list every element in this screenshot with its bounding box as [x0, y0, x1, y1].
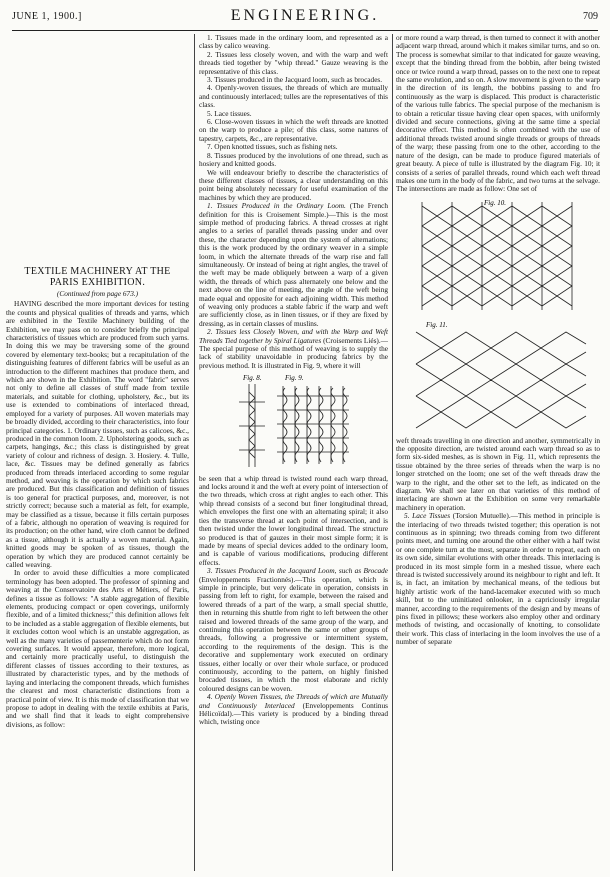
fig9-label: Fig. 9.: [285, 374, 304, 383]
column-1: [6, 34, 189, 871]
paragraph-text: (Torsion Mutuelle).—This method in principle is the interlacing of two threads twisted together; this operation is not continuous as in spinning; two threads coming from two different points meet, and turning one around the other either with a half twist or one complete turn at the most, separate in order to repeat, each on its own side, similar evolutions with other threads. This interlacing is produced in its most simple form in a meshed tissue, where each thread is twisted successively around its neighbour to right and left. It is, in fact, an imitation by mechanical means, of the tedious but highly artistic work of the hand-lacemaker executed with so much skill, but to the uninitiated onlooker, in a capriciously irregular manner, according to the requirements of the design and by means of pins fixed in pillows; these workers also employ other and ordinary methods of twisting, and occasionally of knotting, to consolidate their work. This class of interlacing in the loom involves the use of a number of separate: [396, 511, 600, 647]
figure-11-diagram: [396, 318, 600, 432]
journal-title: ENGINEERING.: [230, 7, 380, 24]
list-item: 2. Tissues less closely woven, and with the warp and weft threads tied together by "whip thread." Gauze weaving is the representative of this class.: [199, 49, 388, 76]
list-item: 8. Tissues produced by the involutions of one thread, such as hosiery and knitted goods.: [199, 150, 388, 169]
paragraph: [396, 512, 600, 647]
paragraph: [199, 693, 388, 727]
list-item: 3. Tissues produced in the Jacquard loom, such as brocades.: [207, 75, 383, 85]
paragraph-text: (Enveloppements Continus Hélicoïdal).—This variety is produced by a binding thread which, twisting once: [199, 700, 388, 727]
fig8-label: Fig. 8.: [243, 374, 262, 383]
lead-word: HAVING: [14, 299, 42, 309]
paragraph: [199, 567, 388, 693]
issue-date: JUNE 1, 1900.]: [12, 11, 82, 22]
section-heading: 3. Tissues Produced in the Jacquard Loom, such as Brocade: [207, 566, 388, 576]
section-heading: 1. Tissues Produced in the Ordinary Loom.: [207, 201, 346, 211]
paragraph-text: (The French definition for this is Croisement Simple.)—This is the most simple method of producing fabrics. A thread crosses at right angles to a series of parallel threads passing under and over these, the character depending upon the system of alternations; this is the work produced by the ordinary weaver in a simple loom, in which the alternate threads of the warp rise and fall simultaneously. Or instead of being at right angles, the travel of the weft may be made obliquely between a warp of a given width, the threads of which pass alternately one below and the next above on the line of meeting, the angle of the weft being made equal and opposite for each adjoining width. This method of weaving only produces a stable fabric if the warp and weft are sufficiently close, as in linen tissues, or if they are fixed by dressing, as in certain classes of muslins.: [199, 201, 388, 328]
paragraph: [199, 202, 388, 328]
article-title-line: TEXTILE MACHINERY AT THE: [24, 266, 171, 277]
paragraph: weft threads travelling in one direction and another, symmetrically in the opposite direction, are twisted around each warp thread so as to form six-sided meshes, as is shown in Fig. 11, which represents the tissue obtained by the three series of threads when the warp is no longer stretched on the loom; one set of the weft threads draw the warp to the right, and the other set to the left, as indicated on the diagram. We shall see later on that varieties of this method of interlacing are shown at the Exhibition on some very remarkable machinery in operation.: [396, 435, 600, 512]
section-heading: 2. Tissues less Closely Woven, and with the Warp and Weft Threads Tied together by Spiral Ligatures: [199, 327, 388, 345]
fig8-drawing: [239, 384, 265, 467]
section-heading: 5. Lace Tissues: [404, 511, 451, 521]
paragraph: In order to avoid these difficulties a more complicated terminology has been adopted. The professor of spinning and weaving at the Conservatoire des Arts et Métiers, of Paris, defines a tissue as follows: "A stable aggregation of flexible elements, producing compact or open coverings, uniformly flexible, and of a limited thickness;" this definition allows felt to be included as a stable aggregation of flexible elements, but it excludes cotton wool which is an unstable aggregation, as well as the many varieties of passementerie which do not form covering surfaces. It would appear, therefore, more logical, and certainly more practically useful, to distinguish the different classes of tissues according to their textures, as illustrated by characteristic types, and by the methods of laying and interlacing the component threads, which furnishes the clearest and most characteristic distinctions from a practical point of view. It is this mode of classification that we propose to adopt in dealing with the textile exhibits at Paris, and we shall find that it leads to eight comprehensive divisions, as follow:: [6, 568, 189, 729]
paragraph: [199, 328, 388, 370]
article-continued: (Continued from page 673.): [56, 289, 139, 298]
figure-10-diagram: [396, 196, 600, 314]
figure-8-9-diagram: [199, 372, 388, 470]
list-item: 4. Openly-woven tissues, the threads of which are mutually and continuously interlaced; tulles are the representatives of this class.: [199, 83, 388, 110]
list-item: 7. Open knotted tissues, such as fishing nets.: [207, 142, 338, 152]
paragraph-text: described the more important devices for testing the counts and physical qualities of threads and yarns, which are exhibited in the Textile Machinery building of the Exhibition, we may pass on to consider briefly the principal characteristics of tissues which are produced from such yarns. In doing this we may be traversing some of the ground covered by elementary text-books; but a recapitulation of the distinguishing features of different fabrics will be useful as an introduction to the different machines that produce them, and which are shown in the Exhibition. The word "fabric" serves not only to define all classes of stuff made from textile materials, and suitable for clothing, upholstery, &c., but its use is extended to combinations of interlaced thread, employed for a variety of purposes. All woven materials may be broadly divided, according to their characteristics, into four principal categories. 1. Ordinary tissues, such as calicoes, &c., produced in the common loom. 2. Upholstering goods, such as carpets, hangings, &c.; this class is distinguished by great variety of colour and richness of design. 3. Hosiery. 4. Tulle, lace, &c. Tissues may be defined generally as fabrics produced from threads interlaced according to some regular method, and weaving is the operation by which such fabrics are produced. But this classification and definition of tissues is too general for practical purposes, and, moreover, is not strictly correct; because such a material as felt, for example, may be classified as a tissue, because it fills certain purposes of a fabric, although no operation of weaving is required for its production; on the other hand, wire cloth cannot be defined as a tissue, although it is actually a woven material. Again, knitted goods may be spoken of as tissues, though the operation by which they are produced cannot certainly be called weaving.: [6, 299, 189, 569]
column-2: [199, 34, 388, 871]
page-header: [12, 4, 598, 31]
fig11-label: Fig. 11.: [426, 321, 448, 330]
paragraph: be seen that a whip thread is twisted round each warp thread, and locks around it and the weft at every point of intersection of the two threads, which cross at right angles to each other. This whip thread consists of a second but finer longitudinal thread, which envelopes the first one with an alternating spiral; it also ties the transverse thread at each point of intersection, and is then twisted under the lower longitudinal thread. The structure so produced is that of gauzes in their most simple form; it is made by means of special devices added to the ordinary loom, and is capable of various modifications, producing different effects.: [199, 473, 388, 567]
fig9-drawing: [277, 386, 349, 464]
list-item: 6. Close-woven tissues in which the weft threads are knotted on the warp to produce a pile; of this class, some natures of tapestry, carpets, &c., are representative.: [199, 117, 388, 143]
mesh-drawing: [416, 332, 586, 428]
column-rule: [392, 34, 393, 871]
article-title-line: PARIS EXHIBITION.: [49, 277, 146, 288]
list-item: 5. Lace tissues.: [207, 108, 252, 118]
figure-10: [396, 196, 600, 316]
paragraph: [6, 300, 189, 569]
figure-8-9: [199, 372, 388, 472]
tulle-drawing: [422, 202, 572, 310]
list-item: 1. Tissues made in the ordinary loom, and represented as a class by calico weaving.: [199, 34, 388, 51]
paragraph: We will endeavour briefly to describe the characteristics of these different classes of tissues, a clear understanding on this point being absolutely necessary for useful examination of the machines by which they are produced.: [199, 167, 388, 202]
article-title: [6, 266, 189, 288]
column-rule: [194, 34, 195, 871]
fig10-label: Fig. 10.: [484, 198, 506, 207]
figure-11: [396, 318, 600, 434]
paragraph: or more round a warp thread, is then turned to connect it with another adjacent warp thread, around which it makes similar turns, and so on. The process is somewhat similar to that indicated for gauze weaving, except that the binding thread from the bobbin, after being twisted once or twice round a warp thread, passes on to the next one to repeat the same evolution, and so on. A slow movement is given to the warp in the direction of its length, the bobbins passing to and fro continuously as the warp is displaced. This product is characteristic of the various tulle fabrics. The special purpose of the mechanism is to obtain a reticular tissue having clear open spaces, with uniformly divided and secure connections, giving at the same time a special decorative effect. This method is often combined with the use of additional threads twisted around single threads or groups of threads of the warp; these passing from one to the other, according to the nature of the design, can be made to produce figured materials of great beauty. A piece of tulle is illustrated by the diagram Fig. 10; it consists of a series of parallel threads, round which each weft thread makes one turn in the body of the fabric, and two turns at the selvage. The intersections are made as follow: One set of: [396, 34, 600, 194]
page-number: 709: [583, 11, 598, 22]
section-heading: 4. Openly Woven Tissues, the Threads of which are Mutually and Continuously Interlaced: [199, 692, 388, 710]
column-3: [396, 34, 600, 871]
paragraph-text: (Enveloppements Fractionnés).—This operation, which is simple in principle, but very delicate in operation, consists in passing from left to right, for example, between the raised and lowered threads of a part of the warp, a small special shuttle, then in returning this shuttle from right to left between the other raised and lowered threads of the same group of the warp, and continuing this operation between the same or other groups of threads, following a progressive or intermittent system, according to the requirements of the design. This is the decorative and supplementary work executed on ordinary tissues, either locally or over their whole surface, or produced continuously, according to the pattern, on highly finished brocaded tissues, in which the most elaborate and richly coloured designs can be woven.: [199, 574, 388, 693]
paragraph-text: (Croisements Liés).—The special purpose of this method of weaving is to supply the lack of stability unavoidable in producing fabrics by the previous method. It is illustrated in Fig. 9, where it will: [199, 335, 388, 370]
